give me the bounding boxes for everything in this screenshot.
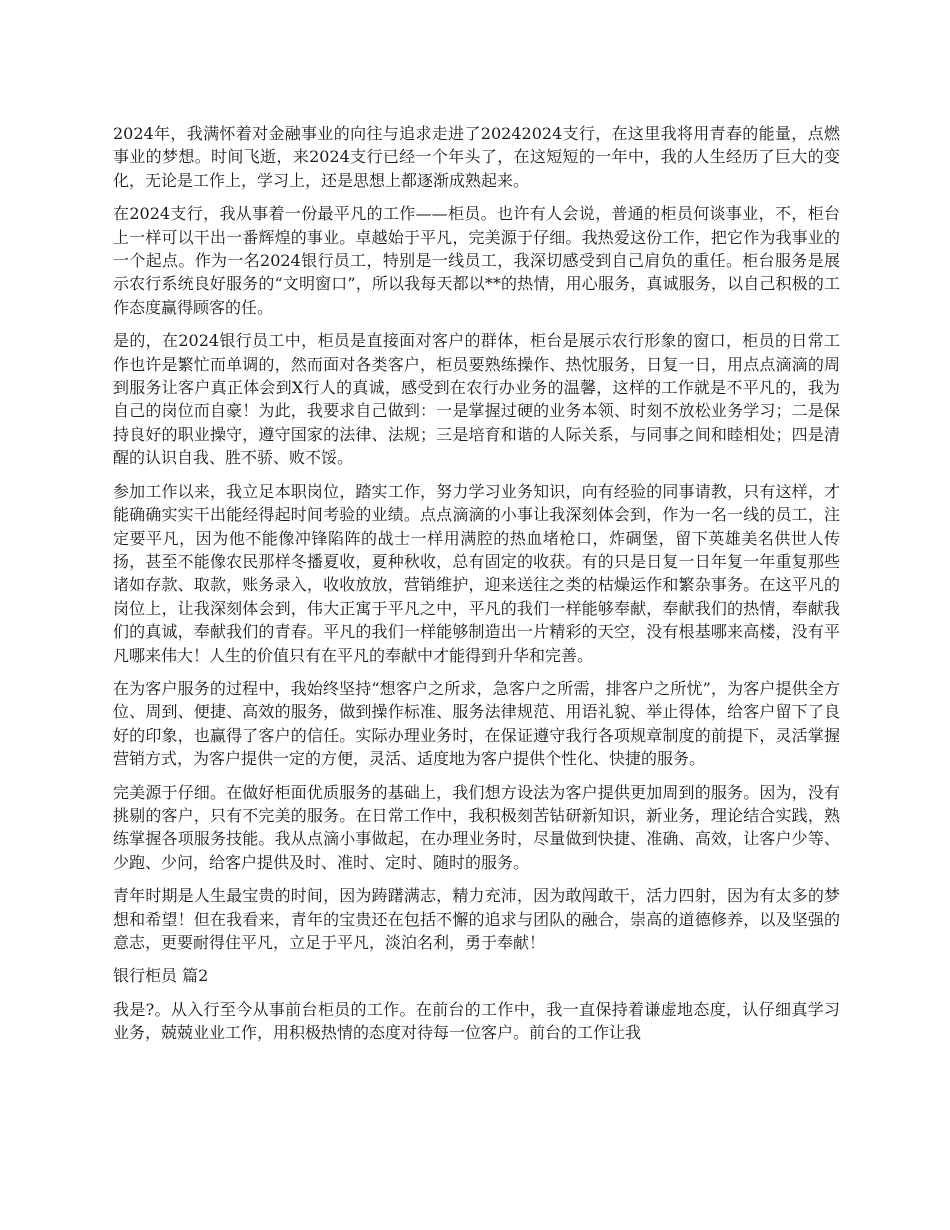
document-page bbox=[113, 122, 840, 1055]
paragraph-ordinary-post: 参加工作以来，我立足本职岗位，踏实工作，努力学习业务知识，向有经验的同事请教，只有这样，才能确确实实干出能经得起时间考验的业绩。点点滴滴的小事让我深刻体会到，作为一名一线的员工，注定要平凡，因为他不能像冲锋陷阵的战士一样用满腔的热血堵枪口，炸碉堡，留下英雄美名供世人传扬，甚至不能像农民那样冬播夏收，夏种秋收，总有固定的收获。有的只是日复一日年复一年重复那些诸如存款、取款，账务录入，收收放放，营销维护，迎来送往之类的枯燥运作和繁杂事务。在这平凡的岗位上，让我深刻体会到，伟大正寓于平凡之中，平凡的我们一样能够奉献，奉献我们的热情，奉献我们的真诚，奉献我们的青春。平凡的我们一样能够制造出一片精彩的天空，没有根基哪来高楼，没有平凡哪来伟大！人生的价值只有在平凡的奉献中才能得到升华和完善。 bbox=[113, 481, 840, 665]
paragraph-closing: 我是?。从入行至今从事前台柜员的工作。在前台的工作中，我一直保持着谦虚地态度，认仔细真学习业务，兢兢业业工作，用积极热情的态度对待每一位客户。前台的工作让我 bbox=[113, 999, 840, 1043]
paragraph-intro: 2024年，我满怀着对金融事业的向往与追求走进了20242024支行，在这里我将用青春的能量，点燃事业的梦想。时间飞逝，来2024支行已经一个年头了，在这短短的一年中，我的人生经历了巨大的变化，无论是工作上，学习上，还是思想上都逐渐成熟起来。 bbox=[113, 124, 840, 190]
paragraph-customer-service: 在为客户服务的过程中，我始终坚持“想客户之所求，急客户之所需，排客户之所忧”，为客户提供全方位、周到、便捷、高效的服务，做到操作标准、服务法律规范、用语礼貌、举止得体，给客户留下了良好的印象，也赢得了客户的信任。实际办理业务时，在保证遵守我行各项规章制度的前提下，灵活掌握营销方式，为客户提供一定的方便，灵活、适度地为客户提供个性化、快捷的服务。 bbox=[113, 678, 840, 769]
paragraph-youth: 青年时期是人生最宝贵的时间，因为踌躇满志，精力充沛，因为敢闯敢干，活力四射，因为有太多的梦想和希望！但在我看来，青年的宝贵还在包括不懈的追求与团队的融合，崇高的道德修养，以及坚强的意志，更要耐得住平凡，立足于平凡，淡泊名利，勇于奉献！ bbox=[113, 886, 840, 952]
paragraph-perfection: 完美源于仔细。在做好柜面优质服务的基础上，我们想方设法为客户提供更加周到的服务。因为，没有挑剔的客户，只有不完美的服务。在日常工作中，我积极刻苦钻研新知识，新业务，理论结合实践，熟练掌握各项服务技能。我从点滴小事做起，在办理业务时，尽量做到快捷、准确、高效，让客户少等、少跑、少问，给客户提供及时、准时、定时、随时的服务。 bbox=[113, 782, 840, 872]
paragraph-teller-job: 在2024支行，我从事着一份最平凡的工作——柜员。也许有人会说，普通的柜员何谈事业，不，柜台上一样可以干出一番辉煌的事业。卓越始于平凡，完美源于仔细。我热爱这份工作，把它作为我事业的一个起点。作为一名2024银行员工，特别是一线员工，我深切感受到自己肩负的重任。柜台服务是展示农行系统良好服务的“文明窗口”，所以我每天都以**的热情，用心服务，真诚服务，以自己积极的工作态度赢得顾客的任。 bbox=[113, 204, 840, 317]
paragraph-requirements: 是的，在2024银行员工中，柜员是直接面对客户的群体，柜台是展示农行形象的窗口，柜员的日常工作也许是繁忙而单调的，然而面对各类客户，柜员要熟练操作、热忱服务，日复一日，用点点滴滴的周到服务让客户真正体会到X行人的真诚，感受到在农行办业务的温馨，这样的工作就是不平凡的，我为自己的岗位而自豪！为此，我要求自己做到：一是掌握过硬的业务本领、时刻不放松业务学习；二是保持良好的职业操守，遵守国家的法律、法规；三是培育和谐的人际关系，与同事之间和睦相处；四是清醒的认识自我、胜不骄、败不馁。 bbox=[113, 331, 840, 468]
section-heading: 银行柜员 篇2 bbox=[113, 966, 209, 986]
